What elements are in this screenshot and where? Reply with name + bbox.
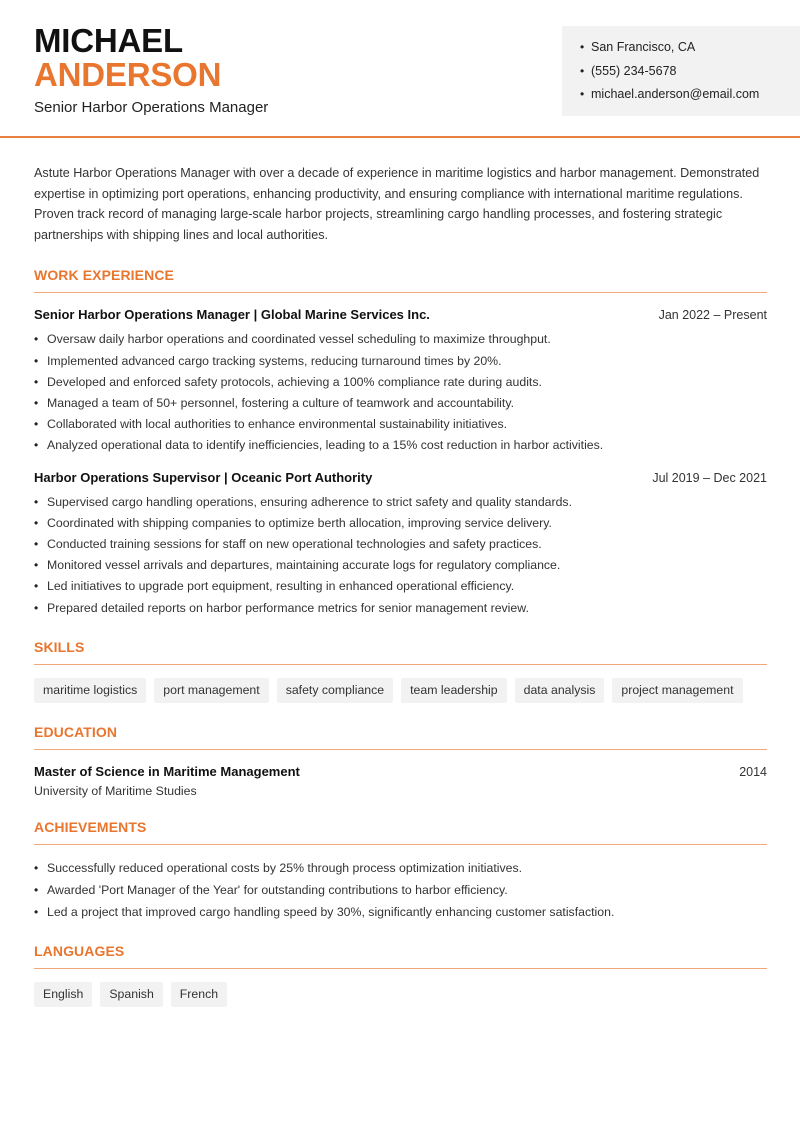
bullet-icon: •: [34, 558, 39, 573]
list-item: [34, 492, 767, 513]
bullet-icon: •: [580, 87, 585, 101]
language-tag: English: [34, 982, 92, 1007]
bullet-icon: •: [34, 600, 39, 615]
list-item-text: Monitored vessel arrivals and departures, maintaining accurate logs for regulatory compliance.: [47, 558, 561, 573]
education-degree: Master of Science in Maritime Management: [34, 763, 300, 779]
education-year: 2014: [739, 764, 767, 779]
list-item-text: Led a project that improved cargo handling speed by 30%, significantly enhancing customer satisfaction.: [47, 905, 615, 920]
job-dates: Jul 2019 – Dec 2021: [652, 470, 767, 485]
contact-email-text: michael.anderson@email.com: [591, 87, 760, 101]
bullet-icon: •: [34, 417, 39, 432]
list-item-text: Oversaw daily harbor operations and coordinated vessel scheduling to maximize throughput.: [47, 332, 551, 347]
list-item: [34, 351, 767, 372]
resume-body: [34, 163, 767, 1007]
skill-tag: maritime logistics: [34, 678, 146, 703]
bullet-icon: •: [34, 905, 39, 920]
list-item: [34, 534, 767, 555]
list-item: [34, 329, 767, 350]
list-item: [34, 576, 767, 597]
bullet-icon: •: [580, 40, 585, 54]
education-header: [34, 764, 767, 779]
section-title-languages: LANGUAGES: [34, 943, 767, 969]
bullet-icon: •: [34, 494, 39, 509]
bullet-icon: •: [34, 374, 39, 389]
list-item-text: Implemented advanced cargo tracking systems, reducing turnaround times by 20%.: [47, 353, 502, 368]
list-item-text: Collaborated with local authorities to enhance environmental sustainability initiatives.: [47, 417, 508, 432]
education-school: University of Maritime Studies: [34, 783, 197, 798]
list-item: [34, 901, 767, 923]
job-header: [34, 470, 767, 485]
job-bullets: [34, 492, 767, 619]
first-name: MICHAEL: [34, 22, 183, 59]
bullet-icon: •: [34, 537, 39, 551]
skill-tag: team leadership: [401, 678, 507, 703]
list-item: [34, 555, 767, 576]
work-experience-section: [34, 267, 767, 618]
section-title-work: WORK EXPERIENCE: [34, 267, 767, 293]
contact-location: [580, 39, 800, 63]
job-entry: [34, 307, 767, 456]
list-item-text: Coordinated with shipping companies to optimize berth allocation, improving service delivery.: [47, 515, 552, 530]
language-tag: Spanish: [100, 982, 162, 1007]
bullet-icon: •: [34, 579, 39, 594]
achievements-section: [34, 819, 767, 924]
contact-phone: [580, 63, 800, 87]
professional-summary: Astute Harbor Operations Manager with over a decade of experience in maritime logistics and harbor management. Demonstrated expertise in optimizing port operations, enhancing productivity, and ensuring compliance with international maritime regulations. Proven track record of managing large-scale harbor projects, streamlining cargo handling processes, and fostering strategic partnerships with shipping lines and local authorities.: [34, 166, 760, 242]
candidate-title: Senior Harbor Operations Manager: [34, 99, 269, 116]
list-item-text: Successfully reduced operational costs by 25% through process optimization initiatives.: [47, 860, 523, 875]
contact-email: [580, 86, 800, 110]
job-role: Harbor Operations Supervisor | Oceanic Port Authority: [34, 469, 373, 485]
list-item-text: Analyzed operational data to identify inefficiencies, leading to a 15% cost reduction in harbor activities.: [47, 438, 604, 453]
list-item: [34, 414, 767, 435]
job-entry: [34, 470, 767, 619]
job-dates: Jan 2022 – Present: [658, 308, 767, 323]
languages-section: [34, 943, 767, 1007]
skills-section: [34, 639, 767, 703]
list-item: [34, 598, 767, 619]
list-item-text: Awarded 'Port Manager of the Year' for outstanding contributions to harbor efficiency.: [47, 883, 508, 898]
bullet-icon: •: [34, 438, 39, 453]
resume-header: [0, 0, 800, 138]
list-item-text: Conducted training sessions for staff on new operational technologies and safety practices.: [47, 537, 542, 551]
list-item: [34, 857, 767, 879]
list-item-text: Led initiatives to upgrade port equipment, resulting in enhanced operational efficiency.: [47, 579, 515, 594]
job-bullets: [34, 329, 767, 456]
skill-tag: project management: [612, 678, 742, 703]
contact-phone-text: (555) 234-5678: [591, 63, 677, 78]
skill-tag: data analysis: [515, 678, 605, 703]
language-tags: [34, 982, 767, 1007]
job-role: Senior Harbor Operations Manager | Global Marine Services Inc.: [34, 307, 430, 323]
skills-tags: [34, 678, 767, 703]
bullet-icon: •: [34, 353, 39, 368]
achievement-bullets: [34, 857, 767, 924]
bullet-icon: •: [34, 332, 39, 347]
list-item-text: Developed and enforced safety protocols, achieving a 100% compliance rate during audits.: [47, 374, 542, 389]
language-tag: French: [171, 982, 227, 1007]
bullet-icon: •: [34, 515, 39, 530]
skill-tag: safety compliance: [277, 678, 393, 703]
list-item: [34, 393, 767, 414]
list-item-text: Prepared detailed reports on harbor performance metrics for senior management review.: [47, 600, 529, 615]
section-title-skills: SKILLS: [34, 639, 767, 665]
bullet-icon: •: [34, 883, 39, 898]
list-item: [34, 372, 767, 393]
list-item: [34, 879, 767, 901]
education-section: [34, 724, 767, 798]
job-header: [34, 307, 767, 322]
bullet-icon: •: [34, 860, 39, 875]
contact-box: [562, 26, 800, 116]
list-item-text: Supervised cargo handling operations, ensuring adherence to strict safety and quality standards.: [47, 494, 572, 509]
bullet-icon: •: [34, 395, 39, 410]
list-item: [34, 435, 767, 456]
section-title-achievements: ACHIEVEMENTS: [34, 819, 767, 845]
bullet-icon: •: [580, 63, 585, 78]
list-item: [34, 513, 767, 534]
skill-tag: port management: [154, 678, 268, 703]
last-name: ANDERSON: [34, 56, 222, 93]
list-item-text: Managed a team of 50+ personnel, fostering a culture of teamwork and accountability.: [47, 395, 514, 410]
section-title-education: EDUCATION: [34, 724, 767, 750]
contact-location-text: San Francisco, CA: [591, 40, 696, 54]
candidate-name: [34, 24, 221, 92]
